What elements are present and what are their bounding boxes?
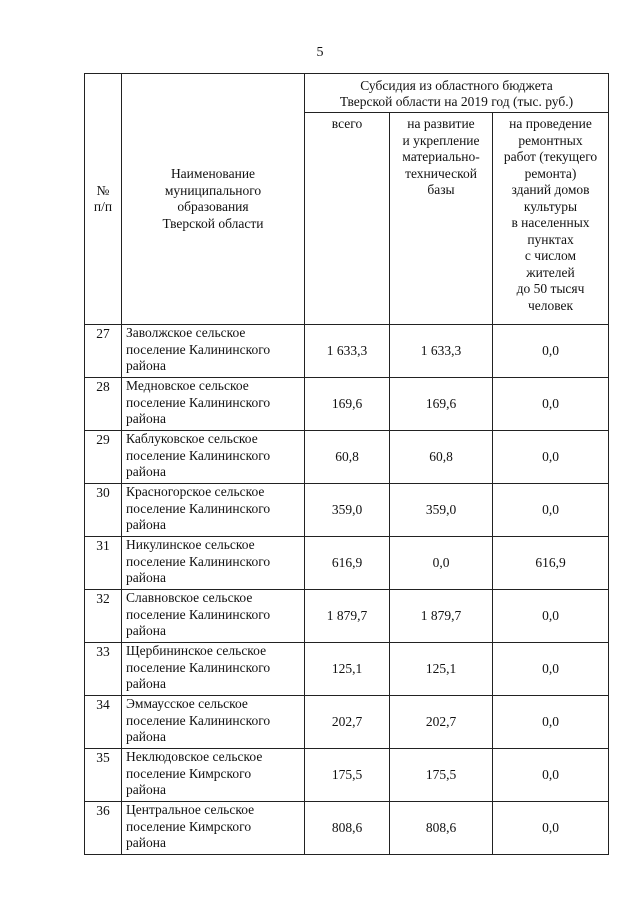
page-number: 5 xyxy=(316,45,324,60)
column-header-repair: на проведение ремонтных работ (текущего ремонта) зданий домов культуры в населенных пунктах с числом жителей до 50 тысяч человек xyxy=(493,113,609,325)
table-row xyxy=(85,696,609,749)
row-number: 34 xyxy=(85,696,122,749)
table-row xyxy=(85,537,609,590)
municipality-name: Эммаусское сельское поселение Калининского района xyxy=(122,696,305,749)
development-value: 169,6 xyxy=(390,378,493,431)
total-value: 60,8 xyxy=(305,431,390,484)
row-number: 33 xyxy=(85,643,122,696)
table-row xyxy=(85,378,609,431)
repair-value: 0,0 xyxy=(493,802,609,855)
repair-value: 0,0 xyxy=(493,643,609,696)
row-number: 27 xyxy=(85,325,122,378)
development-value: 808,6 xyxy=(390,802,493,855)
table-row xyxy=(85,325,609,378)
table-row xyxy=(85,484,609,537)
development-value: 359,0 xyxy=(390,484,493,537)
subsidy-table xyxy=(84,73,609,855)
municipality-name: Заволжское сельское поселение Калининского района xyxy=(122,325,305,378)
total-value: 359,0 xyxy=(305,484,390,537)
repair-value: 0,0 xyxy=(493,325,609,378)
municipality-name: Никулинское сельское поселение Калининского района xyxy=(122,537,305,590)
repair-value: 0,0 xyxy=(493,378,609,431)
column-header-number: № п/п xyxy=(85,74,122,325)
development-value: 1 879,7 xyxy=(390,590,493,643)
total-value: 616,9 xyxy=(305,537,390,590)
repair-value: 0,0 xyxy=(493,749,609,802)
municipality-name: Щербининское сельское поселение Калининского района xyxy=(122,643,305,696)
row-number: 31 xyxy=(85,537,122,590)
municipality-name: Красногорское сельское поселение Калининского района xyxy=(122,484,305,537)
repair-value: 0,0 xyxy=(493,484,609,537)
column-header-total: всего xyxy=(305,113,390,325)
row-number: 28 xyxy=(85,378,122,431)
repair-value: 0,0 xyxy=(493,590,609,643)
table-row xyxy=(85,643,609,696)
development-value: 202,7 xyxy=(390,696,493,749)
row-number: 30 xyxy=(85,484,122,537)
municipality-name: Медновское сельское поселение Калининского района xyxy=(122,378,305,431)
development-value: 175,5 xyxy=(390,749,493,802)
repair-value: 616,9 xyxy=(493,537,609,590)
total-value: 1 879,7 xyxy=(305,590,390,643)
development-value: 1 633,3 xyxy=(390,325,493,378)
row-number: 36 xyxy=(85,802,122,855)
repair-value: 0,0 xyxy=(493,431,609,484)
total-value: 1 633,3 xyxy=(305,325,390,378)
table-row xyxy=(85,431,609,484)
total-value: 175,5 xyxy=(305,749,390,802)
development-value: 60,8 xyxy=(390,431,493,484)
total-value: 169,6 xyxy=(305,378,390,431)
column-group-header-subsidy: Субсидия из областного бюджета Тверской области на 2019 год (тыс. руб.) xyxy=(305,74,609,113)
repair-value: 0,0 xyxy=(493,696,609,749)
total-value: 125,1 xyxy=(305,643,390,696)
municipality-name: Центральное сельское поселение Кимрского района xyxy=(122,802,305,855)
municipality-name: Каблуковское сельское поселение Калининского района xyxy=(122,431,305,484)
total-value: 202,7 xyxy=(305,696,390,749)
table-row xyxy=(85,802,609,855)
row-number: 35 xyxy=(85,749,122,802)
municipality-name: Славновское сельское поселение Калининского района xyxy=(122,590,305,643)
municipality-name: Неклюдовское сельское поселение Кимрского района xyxy=(122,749,305,802)
table-row xyxy=(85,590,609,643)
row-number: 29 xyxy=(85,431,122,484)
development-value: 0,0 xyxy=(390,537,493,590)
table-row xyxy=(85,749,609,802)
column-header-development: на развитие и укрепление материально- технической базы xyxy=(390,113,493,325)
column-header-municipality: Наименование муниципального образования Тверской области xyxy=(122,74,305,325)
development-value: 125,1 xyxy=(390,643,493,696)
row-number: 32 xyxy=(85,590,122,643)
total-value: 808,6 xyxy=(305,802,390,855)
